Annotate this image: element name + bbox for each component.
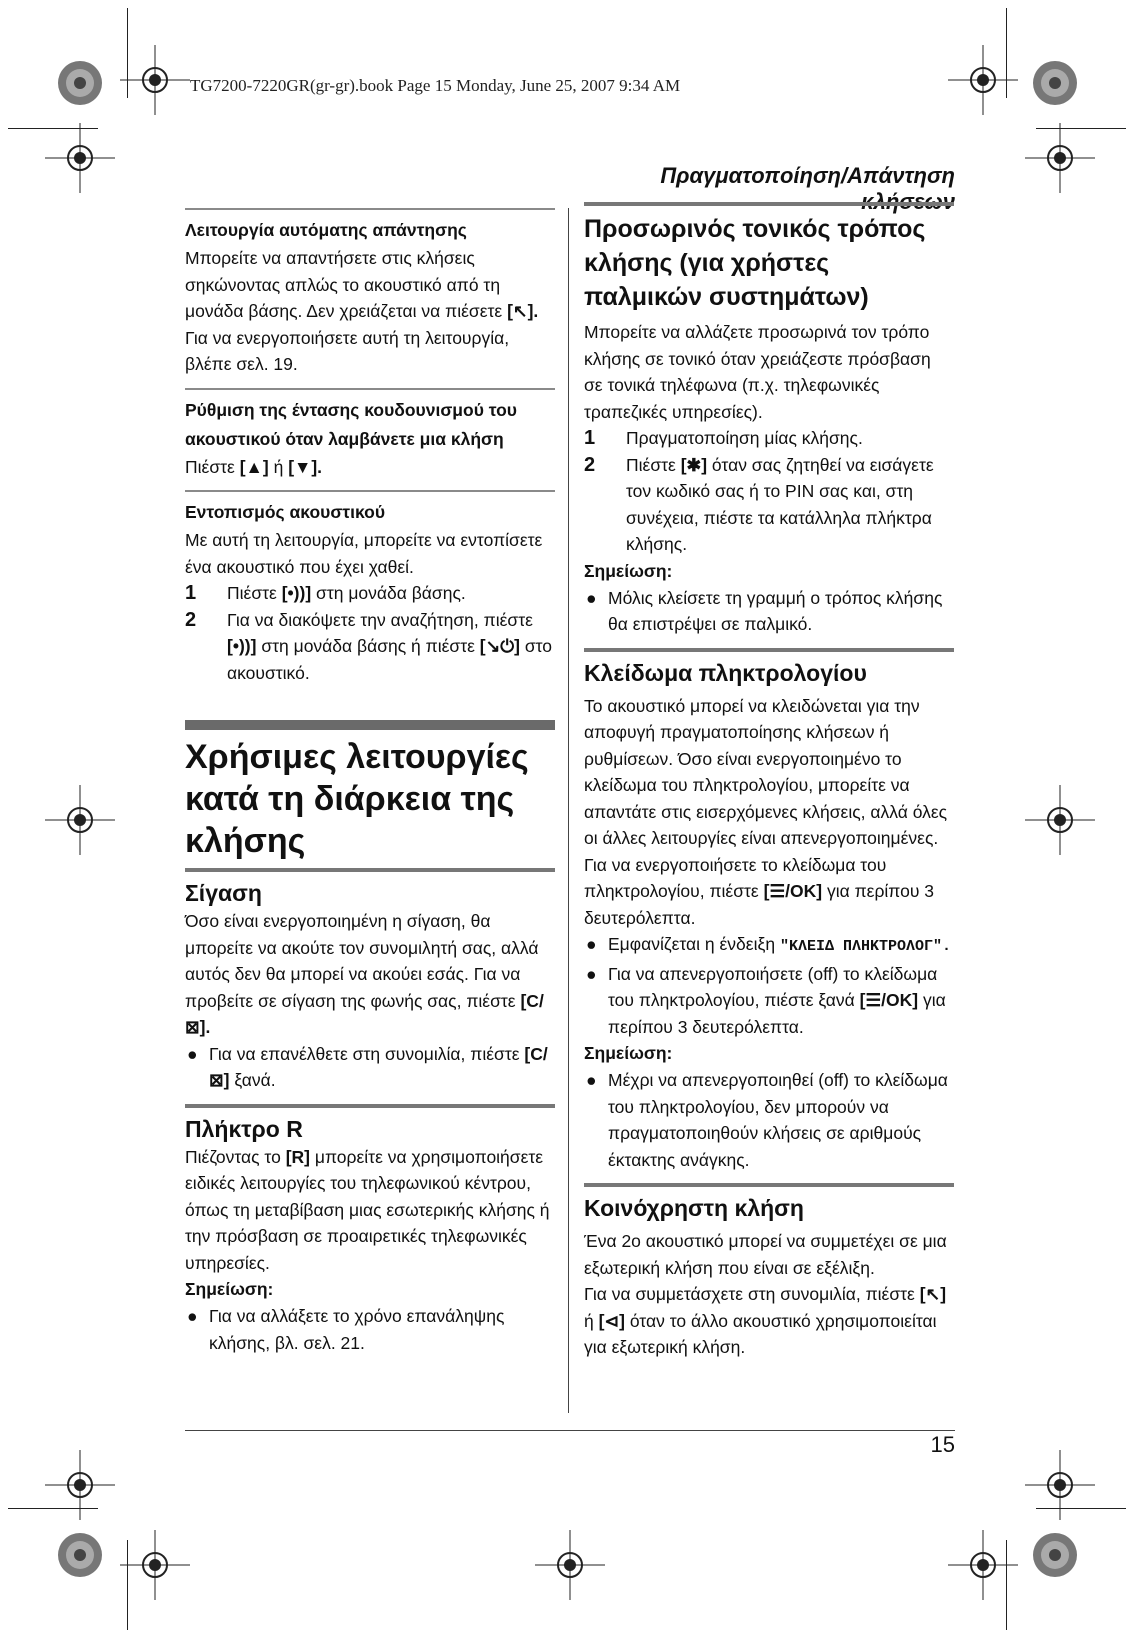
keylock-bullet-1: ● Εμφανίζεται η ένδειξη "ΚΛΕΙΔ ΠΛΗΚΤΡΟΛΟΓ". bbox=[586, 934, 951, 955]
tone-title: Προσωρινός τονικός τρόπος κλήσης (για χρήστες παλμικών συστημάτων) bbox=[584, 215, 926, 311]
keylock-body-2: Για να ενεργοποιήσετε το κλείδωμα του πληκτρολογίου, πιέστε [☰/OK] για περίπου 3 δευτερόλεπτα. bbox=[584, 854, 935, 928]
auto-answer-title: Λειτουργία αυτόματης απάντησης bbox=[185, 220, 467, 240]
locator-title: Εντοπισμός ακουστικού bbox=[185, 502, 386, 522]
shared-call-body-2: Για να συμμετάσχετε στη συνομιλία, πιέστε [↖] ή [⊲] όταν το άλλο ακουστικό χρησιμοποιείται για εξωτερική κλήση. bbox=[584, 1284, 947, 1357]
tone-body: Μπορείτε να αλλάζετε προσωρινά τον τρόπο κλήσης σε τονικό όταν χρειάζεστε πρόσβαση σε τονικά τηλέφωνα (π.χ. τηλεφωνικές τραπεζικές υπηρεσίες). bbox=[584, 322, 931, 422]
tone-step-2: 2 Πιέστε [✱] όταν σας ζητηθεί να εισάγετε τον κωδικό σας ή το PIN σας και, στη συνέχεια, πιέστε τα κατάλληλα πλήκτρα κλήσης. bbox=[584, 453, 934, 554]
menu-ok-key: [☰/OK] bbox=[763, 881, 823, 901]
registration-crosshair bbox=[948, 1530, 1018, 1600]
left-column bbox=[185, 208, 555, 1356]
registration-crosshair bbox=[948, 45, 1018, 115]
registration-crosshair bbox=[1025, 1450, 1095, 1520]
speaker-key: [⊲] bbox=[598, 1310, 625, 1331]
locator-step-1: 1 Πιέστε [•))] στη μονάδα βάσης. bbox=[185, 582, 466, 604]
crop-header: TG7200-7220GR(gr-gr).book Page 15 Monday, June 25, 2007 9:34 AM bbox=[190, 76, 681, 95]
menu-ok-key: [☰/OK] bbox=[859, 990, 919, 1010]
shared-call-title: Κοινόχρηστη κλήση bbox=[584, 1195, 804, 1221]
talk-key: [↖]. bbox=[507, 301, 539, 321]
registration-crosshair bbox=[1025, 123, 1095, 193]
page-number: 15 bbox=[930, 1432, 955, 1457]
locator-key: [•))] bbox=[281, 583, 312, 603]
section-rule bbox=[584, 1183, 954, 1187]
chapter-rule bbox=[185, 720, 555, 730]
mute-key: [C/⊠]. bbox=[185, 990, 544, 1037]
registration-crosshair bbox=[120, 45, 190, 115]
section-rule bbox=[584, 648, 954, 652]
talk-key: [↖] bbox=[919, 1284, 947, 1304]
right-column bbox=[584, 202, 954, 1361]
column-divider bbox=[568, 208, 569, 1413]
locator-step-2: 2 Για να διακόψετε την αναζήτηση, πιέστε [•))] στη μονάδα βάσης ή πιέστε [↘⏻] στο ακουστικό. bbox=[185, 608, 553, 683]
up-key: [▲] bbox=[239, 456, 269, 477]
locator-key: [•))] bbox=[227, 636, 257, 656]
section-rule bbox=[185, 208, 555, 210]
shared-call-body-1: Ένα 2ο ακουστικό μπορεί να συμμετέχει σε μια εξωτερική κλήση που είναι σε εξέλιξη. bbox=[584, 1231, 947, 1278]
r-key-title: Πλήκτρο R bbox=[185, 1115, 303, 1142]
locator-body: Με αυτή τη λειτουργία, μπορείτε να εντοπίσετε ένα ακουστικό που έχει χαθεί. bbox=[185, 530, 543, 577]
mute-bullet: ● Για να επανέλθετε στη συνομιλία, πιέστε [C/⊠] ξανά. bbox=[187, 1043, 548, 1090]
registration-crosshair bbox=[45, 785, 115, 855]
during-call-title: Χρήσιμες λειτουργίες κατά τη διάρκεια της κλήσης bbox=[185, 738, 529, 860]
mute-title: Σίγαση bbox=[185, 880, 262, 906]
note-label: Σημείωση: bbox=[584, 560, 673, 581]
registration-crosshair bbox=[45, 1450, 115, 1520]
mute-key: [C/⊠] bbox=[209, 1043, 548, 1090]
keylock-body-1: Το ακουστικό μπορεί να κλειδώνεται για την αποφυγή πραγματοποίησης κλήσεων ή ρυθμίσεων. Όσο είναι ενεργοποιημένο το κλείδωμα του πληκτρολογίου, μπορείτε να απαντάτε στις εισερχόμενες κλήσεις, αλλά όλες οι άλλες λειτουργίες είναι απενεργοποιημένες. bbox=[584, 695, 948, 848]
keylock-note: ● Μέχρι να απενεργοποιηθεί (off) το κλείδωμα του πληκτρολογίου, δεν μπορούν να πραγματοποιηθούν κλήσεις σε αριθμούς έκτακτης ανάγκης. bbox=[586, 1070, 948, 1170]
note-label: Σημείωση: bbox=[584, 1043, 673, 1063]
registration-crosshair bbox=[1025, 785, 1095, 855]
section-rule bbox=[584, 202, 954, 206]
keylock-bullet-2: ● Για να απενεργοποιήσετε (off) το κλείδωμα του πληκτρολογίου, πιέστε ξανά [☰/OK] για περίπου 3 δευτερόλεπτα. bbox=[586, 963, 946, 1037]
ringer-volume-title: Ρύθμιση της έντασης κουδουνισμού του ακουστικού όταν λαμβάνετε μια κλήση bbox=[185, 399, 517, 449]
registration-crosshair bbox=[120, 1530, 190, 1600]
footer-rule bbox=[185, 1430, 955, 1431]
star-key: [✱] bbox=[680, 454, 708, 475]
auto-answer-body: Μπορείτε να απαντήσετε στις κλήσεις σηκώνοντας απλώς το ακουστικό από τη μονάδα βάσης. Δεν χρειάζεται να πιέσετε [↖]. Για να ενεργοποιήσετε αυτή τη λειτουργία, βλέπε σελ. 19. bbox=[185, 248, 539, 374]
keylock-title: Κλείδωμα πληκτρολογίου bbox=[584, 659, 867, 686]
tone-step-1: 1 Πραγματοποίηση μίας κλήσης. bbox=[584, 427, 863, 449]
down-key: [▼]. bbox=[288, 456, 323, 477]
off-key: [↘⏻] bbox=[479, 636, 520, 656]
tone-note: ● Μόλις κλείσετε τη γραμμή ο τρόπος κλήσης θα επιστρέψει σε παλμικό. bbox=[586, 587, 943, 634]
section-rule bbox=[185, 388, 555, 390]
section-rule bbox=[185, 490, 555, 492]
section-rule bbox=[185, 868, 555, 872]
registration-crosshair bbox=[45, 123, 115, 193]
ringer-volume-body: Πιέστε [▲] ή [▼]. bbox=[185, 456, 323, 477]
r-key-note: ● Για να αλλάξετε το χρόνο επανάληψης κλήσης, βλ. σελ. 21. bbox=[187, 1306, 505, 1353]
color-wheel-mark bbox=[55, 1530, 105, 1580]
note-label: Σημείωση: bbox=[185, 1279, 274, 1299]
section-rule bbox=[185, 1104, 555, 1108]
registration-crosshair bbox=[535, 1530, 605, 1600]
r-key-body: Πιέζοντας το [R] μπορείτε να χρησιμοποιήσετε ειδικές λειτουργίες του τηλεφωνικού κέντρου, όπως τη μεταβίβαση μιας εσωτερικής κλήσης ή την πρόσβαση σε προαιρετικές τηλεφωνικές υπηρεσίες. bbox=[185, 1146, 550, 1273]
color-wheel-mark bbox=[1030, 58, 1080, 108]
r-key: [R] bbox=[285, 1146, 311, 1167]
color-wheel-mark bbox=[1030, 1530, 1080, 1580]
display-text: "ΚΛΕΙΔ ΠΛΗΚΤΡΟΛΟΓ". bbox=[779, 938, 951, 955]
color-wheel-mark bbox=[55, 58, 105, 108]
mute-body: Όσο είναι ενεργοποιημένη η σίγαση, θα μπορείτε να ακούτε τον συνομιλητή σας, αλλά αυτός δεν θα μπορεί να ακούει εσάς. Για να προβείτε σε σίγαση της φωνής σας, πιέστε [C/⊠]. bbox=[185, 911, 544, 1037]
running-head: Πραγματοποίηση/Απάντηση κλήσεων bbox=[660, 163, 955, 214]
